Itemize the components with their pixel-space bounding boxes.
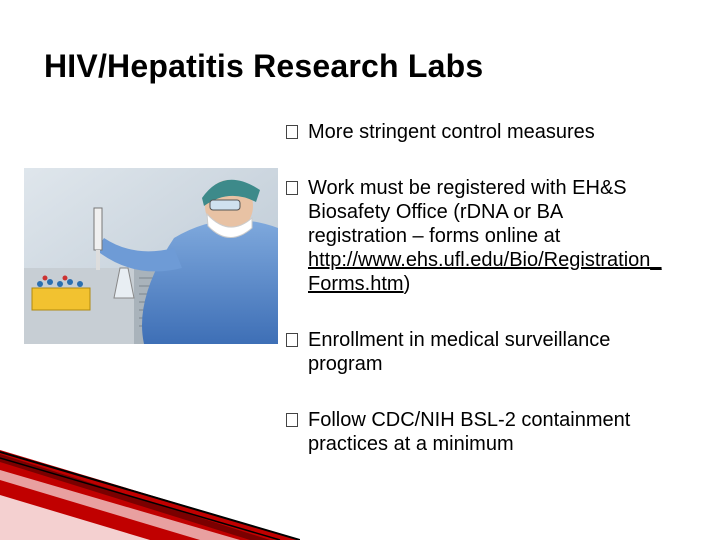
bullet-line: Work must be registered with EH&S (308, 177, 627, 199)
bullet-line: Biosafety Office (rDNA or BA (308, 201, 564, 223)
bullet-line: Enrollment in medical surveillance (308, 329, 611, 351)
decorative-swoosh (0, 440, 300, 540)
registration-link-cont[interactable]: Forms.htm (308, 273, 404, 295)
lab-worker-photo (24, 168, 278, 344)
bullet-box-icon (286, 413, 298, 427)
bullet-line: Follow CDC/NIH BSL-2 containment (308, 409, 631, 431)
bullet-line: practices at a minimum (308, 433, 514, 455)
bullet-line: registration – forms online at (308, 225, 561, 247)
bullet-line: More stringent control measures (308, 121, 595, 143)
bullet-line: program (308, 353, 383, 375)
closing-paren: ) (403, 273, 411, 295)
bullet-box-icon (286, 125, 298, 139)
bullet-box-icon (286, 333, 298, 347)
registration-link[interactable]: http://www.ehs.ufl.edu/Bio/Registration_ (308, 249, 662, 271)
slide-title: HIV/Hepatitis Research Labs (44, 48, 484, 84)
bullet-box-icon (286, 181, 298, 195)
